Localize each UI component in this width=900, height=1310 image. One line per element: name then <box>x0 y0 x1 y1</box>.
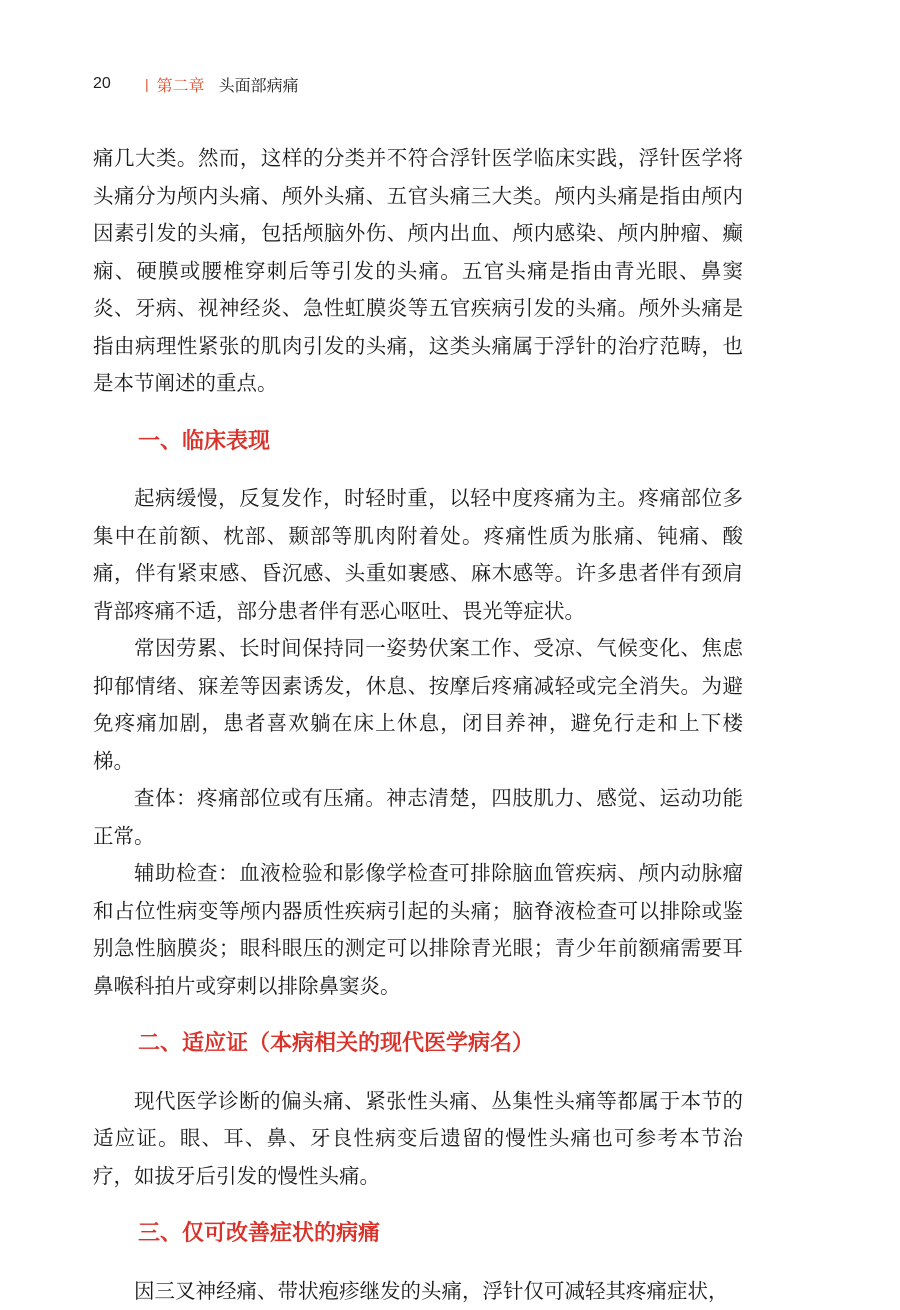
clinical-paragraph-tests: 辅助检查：血液检验和影像学检查可排除脑血管疾病、颅内动脉瘤和占位性病变等颅内器质性疾病引起的头痛；脑脊液检查可以排除或鉴别急性脑膜炎；眼科眼压的测定可以排除青光眼；青少年前额痛需要耳鼻喉科拍片或穿刺以排除鼻窦炎。 <box>93 855 743 1005</box>
section-heading-symptom-relief: 三、仅可改善症状的病痛 <box>93 1215 743 1253</box>
section-heading-indications: 二、适应证（本病相关的现代医学病名） <box>93 1025 743 1063</box>
chapter-label: 第二章 <box>157 73 205 96</box>
header-separator: | <box>145 76 149 92</box>
clinical-paragraph-triggers: 常因劳累、长时间保持同一姿势伏案工作、受凉、气候变化、焦虑抑郁情绪、寐差等因素诱发，休息、按摩后疼痛减轻或完全消失。为避免疼痛加剧，患者喜欢躺在床上休息，闭目养神，避免行走和上下楼梯。 <box>93 630 743 780</box>
page-body <box>93 140 743 1310</box>
chapter-title: 头面部病痛 <box>219 73 299 96</box>
page-number: 20 <box>93 75 145 93</box>
running-header <box>93 73 299 95</box>
indications-paragraph: 现代医学诊断的偏头痛、紧张性头痛、丛集性头痛等都属于本节的适应证。眼、耳、鼻、牙良性病变后遗留的慢性头痛也可参考本节治疗，如拔牙后引发的慢性头痛。 <box>93 1083 743 1196</box>
clinical-paragraph-exam: 查体：疼痛部位或有压痛。神志清楚，四肢肌力、感觉、运动功能正常。 <box>93 780 743 855</box>
section-heading-clinical: 一、临床表现 <box>93 423 743 461</box>
symptom-relief-paragraph: 因三叉神经痛、带状疱疹继发的头痛，浮针仅可减轻其疼痛症状， <box>93 1273 743 1310</box>
clinical-paragraph-onset: 起病缓慢，反复发作，时轻时重，以轻中度疼痛为主。疼痛部位多集中在前额、枕部、颞部等肌肉附着处。疼痛性质为胀痛、钝痛、酸痛，伴有紧束感、昏沉感、头重如裹感、麻木感等。许多患者伴有颈肩背部疼痛不适，部分患者伴有恶心呕吐、畏光等症状。 <box>93 480 743 630</box>
intro-paragraph: 痛几大类。然而，这样的分类并不符合浮针医学临床实践，浮针医学将头痛分为颅内头痛、颅外头痛、五官头痛三大类。颅内头痛是指由颅内因素引发的头痛，包括颅脑外伤、颅内出血、颅内感染、颅内肿瘤、癫痫、硬膜或腰椎穿刺后等引发的头痛。五官头痛是指由青光眼、鼻窦炎、牙病、视神经炎、急性虹膜炎等五官疾病引发的头痛。颅外头痛是指由病理性紧张的肌肉引发的头痛，这类头痛属于浮针的治疗范畴，也是本节阐述的重点。 <box>93 140 743 403</box>
